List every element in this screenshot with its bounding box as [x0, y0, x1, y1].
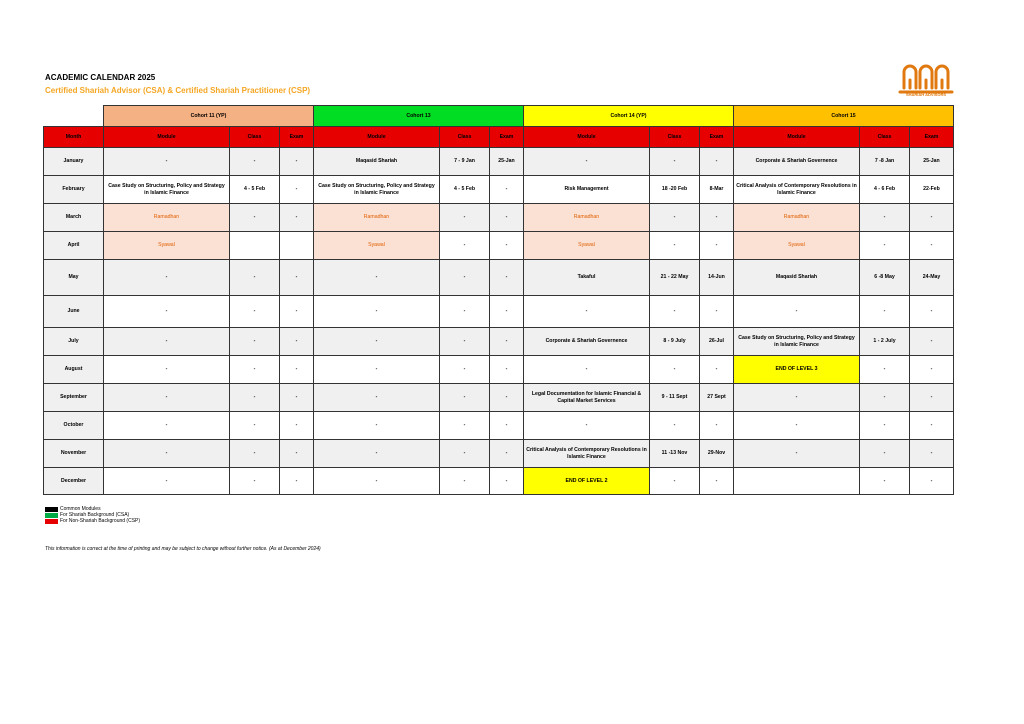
module-column-header: Module [524, 127, 650, 148]
class-cell: - [440, 328, 490, 356]
exam-column-header: Exam [490, 127, 524, 148]
class-cell: - [230, 356, 280, 384]
month-cell: December [44, 468, 104, 495]
module-cell: - [314, 296, 440, 328]
class-cell: - [230, 328, 280, 356]
page-subtitle: Certified Shariah Advisor (CSA) & Certified Shariah Practitioner (CSP) [45, 86, 311, 95]
cohort-header: Cohort 13 [314, 106, 524, 127]
exam-cell: 14-Jun [700, 260, 734, 296]
class-cell: - [440, 260, 490, 296]
exam-cell: - [490, 296, 524, 328]
exam-cell: - [700, 468, 734, 495]
module-cell: - [314, 468, 440, 495]
module-cell: Ramadhan [524, 204, 650, 232]
cohort-header: Cohort 15 [734, 106, 954, 127]
module-cell: Risk Management [524, 176, 650, 204]
module-cell: - [104, 468, 230, 495]
exam-cell: 25-Jan [910, 148, 954, 176]
class-cell: 18 -20 Feb [650, 176, 700, 204]
exam-cell: 29-Nov [700, 440, 734, 468]
legend [45, 506, 140, 524]
table-row [44, 148, 954, 176]
exam-cell: - [700, 296, 734, 328]
module-cell: Syawal [734, 232, 860, 260]
module-cell: - [104, 440, 230, 468]
class-cell: - [230, 384, 280, 412]
legend-label: Common Modules [60, 506, 101, 512]
exam-cell: - [910, 232, 954, 260]
table-row [44, 176, 954, 204]
class-column-header: Class [440, 127, 490, 148]
legend-swatch [45, 519, 58, 524]
class-cell [230, 232, 280, 260]
module-cell: - [524, 296, 650, 328]
module-cell: - [314, 440, 440, 468]
module-cell: - [734, 296, 860, 328]
exam-cell: 26-Jul [700, 328, 734, 356]
month-cell: April [44, 232, 104, 260]
class-cell: - [440, 356, 490, 384]
exam-cell: 25-Jan [490, 148, 524, 176]
class-cell: - [650, 296, 700, 328]
module-cell: END OF LEVEL 3 [734, 356, 860, 384]
module-column-header: Module [734, 127, 860, 148]
module-cell: Maqasid Shariah [734, 260, 860, 296]
module-cell: Ramadhan [734, 204, 860, 232]
class-cell: - [860, 412, 910, 440]
exam-cell: - [910, 440, 954, 468]
month-cell: September [44, 384, 104, 412]
class-cell: 7 -8 Jan [860, 148, 910, 176]
class-cell: - [650, 204, 700, 232]
class-cell: 9 - 11 Sept [650, 384, 700, 412]
class-cell: - [230, 296, 280, 328]
exam-cell: 22-Feb [910, 176, 954, 204]
exam-cell: - [910, 356, 954, 384]
month-cell: November [44, 440, 104, 468]
exam-cell: - [280, 296, 314, 328]
exam-cell: - [280, 260, 314, 296]
exam-cell: - [490, 356, 524, 384]
class-cell: - [440, 232, 490, 260]
legend-label: For Non-Shariah Background (CSP) [60, 518, 141, 524]
table-row [44, 296, 954, 328]
exam-cell: - [700, 232, 734, 260]
module-cell: - [104, 296, 230, 328]
exam-cell: - [700, 412, 734, 440]
class-cell: - [650, 232, 700, 260]
class-cell: - [230, 204, 280, 232]
table-row [44, 232, 954, 260]
class-cell: - [440, 296, 490, 328]
module-cell: - [104, 384, 230, 412]
class-cell: 4 - 6 Feb [860, 176, 910, 204]
legend-swatch [45, 507, 58, 512]
module-cell: - [734, 440, 860, 468]
class-cell: 4 - 5 Feb [440, 176, 490, 204]
legend-swatch [45, 513, 58, 518]
module-cell: Case Study on Structuring, Policy and Strategy in Islamic Finance [314, 176, 440, 204]
table-row [44, 384, 954, 412]
exam-cell: - [490, 412, 524, 440]
exam-cell: - [910, 328, 954, 356]
module-cell: Case Study on Structuring, Policy and Strategy in Islamic Finance [734, 328, 860, 356]
class-cell: - [230, 260, 280, 296]
module-cell: Corporate & Shariah Governence [734, 148, 860, 176]
exam-cell: - [280, 176, 314, 204]
exam-cell: - [700, 204, 734, 232]
disclaimer-note: This information is correct at the time of printing and may be subject to change without further notice. (As at December 2024) [45, 546, 321, 552]
class-cell: - [860, 296, 910, 328]
class-cell: 8 - 9 July [650, 328, 700, 356]
exam-cell: - [280, 468, 314, 495]
module-cell: Syawal [524, 232, 650, 260]
exam-cell: 27 Sept [700, 384, 734, 412]
class-column-header: Class [860, 127, 910, 148]
class-cell: - [650, 412, 700, 440]
module-cell: - [314, 356, 440, 384]
class-cell: 11 -13 Nov [650, 440, 700, 468]
month-cell: July [44, 328, 104, 356]
module-cell: Case Study on Structuring, Policy and Strategy in Islamic Finance [104, 176, 230, 204]
exam-cell: - [280, 440, 314, 468]
exam-cell: - [490, 260, 524, 296]
exam-cell: - [490, 232, 524, 260]
table-row [44, 468, 954, 495]
table-row [44, 440, 954, 468]
month-cell: May [44, 260, 104, 296]
class-cell: - [650, 356, 700, 384]
exam-cell: - [490, 384, 524, 412]
module-cell: - [104, 328, 230, 356]
exam-column-header: Exam [700, 127, 734, 148]
academic-calendar-table [43, 105, 954, 495]
month-cell: January [44, 148, 104, 176]
module-cell: - [104, 356, 230, 384]
module-cell: Legal Documentation for Islamic Financial & Capital Market Services [524, 384, 650, 412]
class-cell: - [440, 384, 490, 412]
class-cell: - [650, 468, 700, 495]
table-row [44, 412, 954, 440]
exam-cell: - [280, 204, 314, 232]
class-cell: - [230, 440, 280, 468]
class-column-header: Class [650, 127, 700, 148]
module-cell: - [314, 384, 440, 412]
class-cell: - [650, 148, 700, 176]
module-cell: - [314, 328, 440, 356]
module-cell: Syawal [314, 232, 440, 260]
table-row [44, 260, 954, 296]
month-cell: June [44, 296, 104, 328]
table-row [44, 328, 954, 356]
month-cell: March [44, 204, 104, 232]
class-cell: 7 - 9 Jan [440, 148, 490, 176]
exam-cell: - [910, 204, 954, 232]
module-cell: Critical Analysis of Contemporary Resolutions in Islamic Finance [524, 440, 650, 468]
module-cell: - [734, 384, 860, 412]
exam-cell: - [910, 468, 954, 495]
month-column-header: Month [44, 127, 104, 148]
module-column-header: Module [104, 127, 230, 148]
module-column-header: Module [314, 127, 440, 148]
exam-column-header: Exam [910, 127, 954, 148]
module-cell: - [524, 148, 650, 176]
module-cell: - [104, 412, 230, 440]
exam-cell: 24-May [910, 260, 954, 296]
module-cell: Corporate & Shariah Governence [524, 328, 650, 356]
exam-cell: - [490, 468, 524, 495]
module-cell: - [524, 412, 650, 440]
module-cell: - [524, 356, 650, 384]
module-cell: Ramadhan [314, 204, 440, 232]
class-cell: - [440, 440, 490, 468]
class-cell: 6 -8 May [860, 260, 910, 296]
exam-cell: - [280, 328, 314, 356]
class-cell: - [230, 148, 280, 176]
module-cell: - [314, 412, 440, 440]
exam-cell: - [910, 296, 954, 328]
exam-cell: 8-Mar [700, 176, 734, 204]
class-cell: - [230, 468, 280, 495]
module-cell: - [314, 260, 440, 296]
logo-text: SHARIAH ADVISORS [905, 92, 947, 97]
exam-cell: - [280, 148, 314, 176]
class-cell: - [230, 412, 280, 440]
class-cell: - [860, 204, 910, 232]
class-cell: - [860, 440, 910, 468]
cohort-header: Cohort 14 (YP) [524, 106, 734, 127]
exam-cell: - [910, 412, 954, 440]
class-cell: - [860, 384, 910, 412]
month-cell: August [44, 356, 104, 384]
module-cell: Syawal [104, 232, 230, 260]
page-title: ACADEMIC CALENDAR 2025 [45, 73, 156, 82]
exam-cell: - [490, 328, 524, 356]
module-cell [734, 468, 860, 495]
class-cell: - [860, 356, 910, 384]
exam-cell: - [280, 384, 314, 412]
exam-cell: - [700, 148, 734, 176]
module-cell: - [734, 412, 860, 440]
module-cell: END OF LEVEL 2 [524, 468, 650, 495]
legend-label: For Shariah Background (CSA) [60, 512, 130, 518]
month-cell: February [44, 176, 104, 204]
class-cell: - [860, 232, 910, 260]
class-cell: 4 - 5 Feb [230, 176, 280, 204]
exam-cell: - [490, 440, 524, 468]
class-cell: 21 - 22 May [650, 260, 700, 296]
exam-cell: - [490, 176, 524, 204]
class-cell: 1 - 2 July [860, 328, 910, 356]
exam-cell: - [280, 356, 314, 384]
class-cell: - [860, 468, 910, 495]
class-cell: - [440, 204, 490, 232]
legend-item [45, 518, 140, 524]
module-cell: Takaful [524, 260, 650, 296]
table-row [44, 356, 954, 384]
exam-cell: - [910, 384, 954, 412]
module-cell: - [104, 260, 230, 296]
class-cell: - [440, 468, 490, 495]
class-cell: - [440, 412, 490, 440]
module-cell: - [104, 148, 230, 176]
exam-cell [280, 232, 314, 260]
exam-column-header: Exam [280, 127, 314, 148]
module-cell: Ramadhan [104, 204, 230, 232]
exam-cell: - [280, 412, 314, 440]
cohort-header: Cohort 11 (YP) [104, 106, 314, 127]
module-cell: Maqasid Shariah [314, 148, 440, 176]
class-column-header: Class [230, 127, 280, 148]
table-row [44, 204, 954, 232]
module-cell: Critical Analysis of Contemporary Resolutions in Islamic Finance [734, 176, 860, 204]
exam-cell: - [490, 204, 524, 232]
month-cell: October [44, 412, 104, 440]
exam-cell: - [700, 356, 734, 384]
